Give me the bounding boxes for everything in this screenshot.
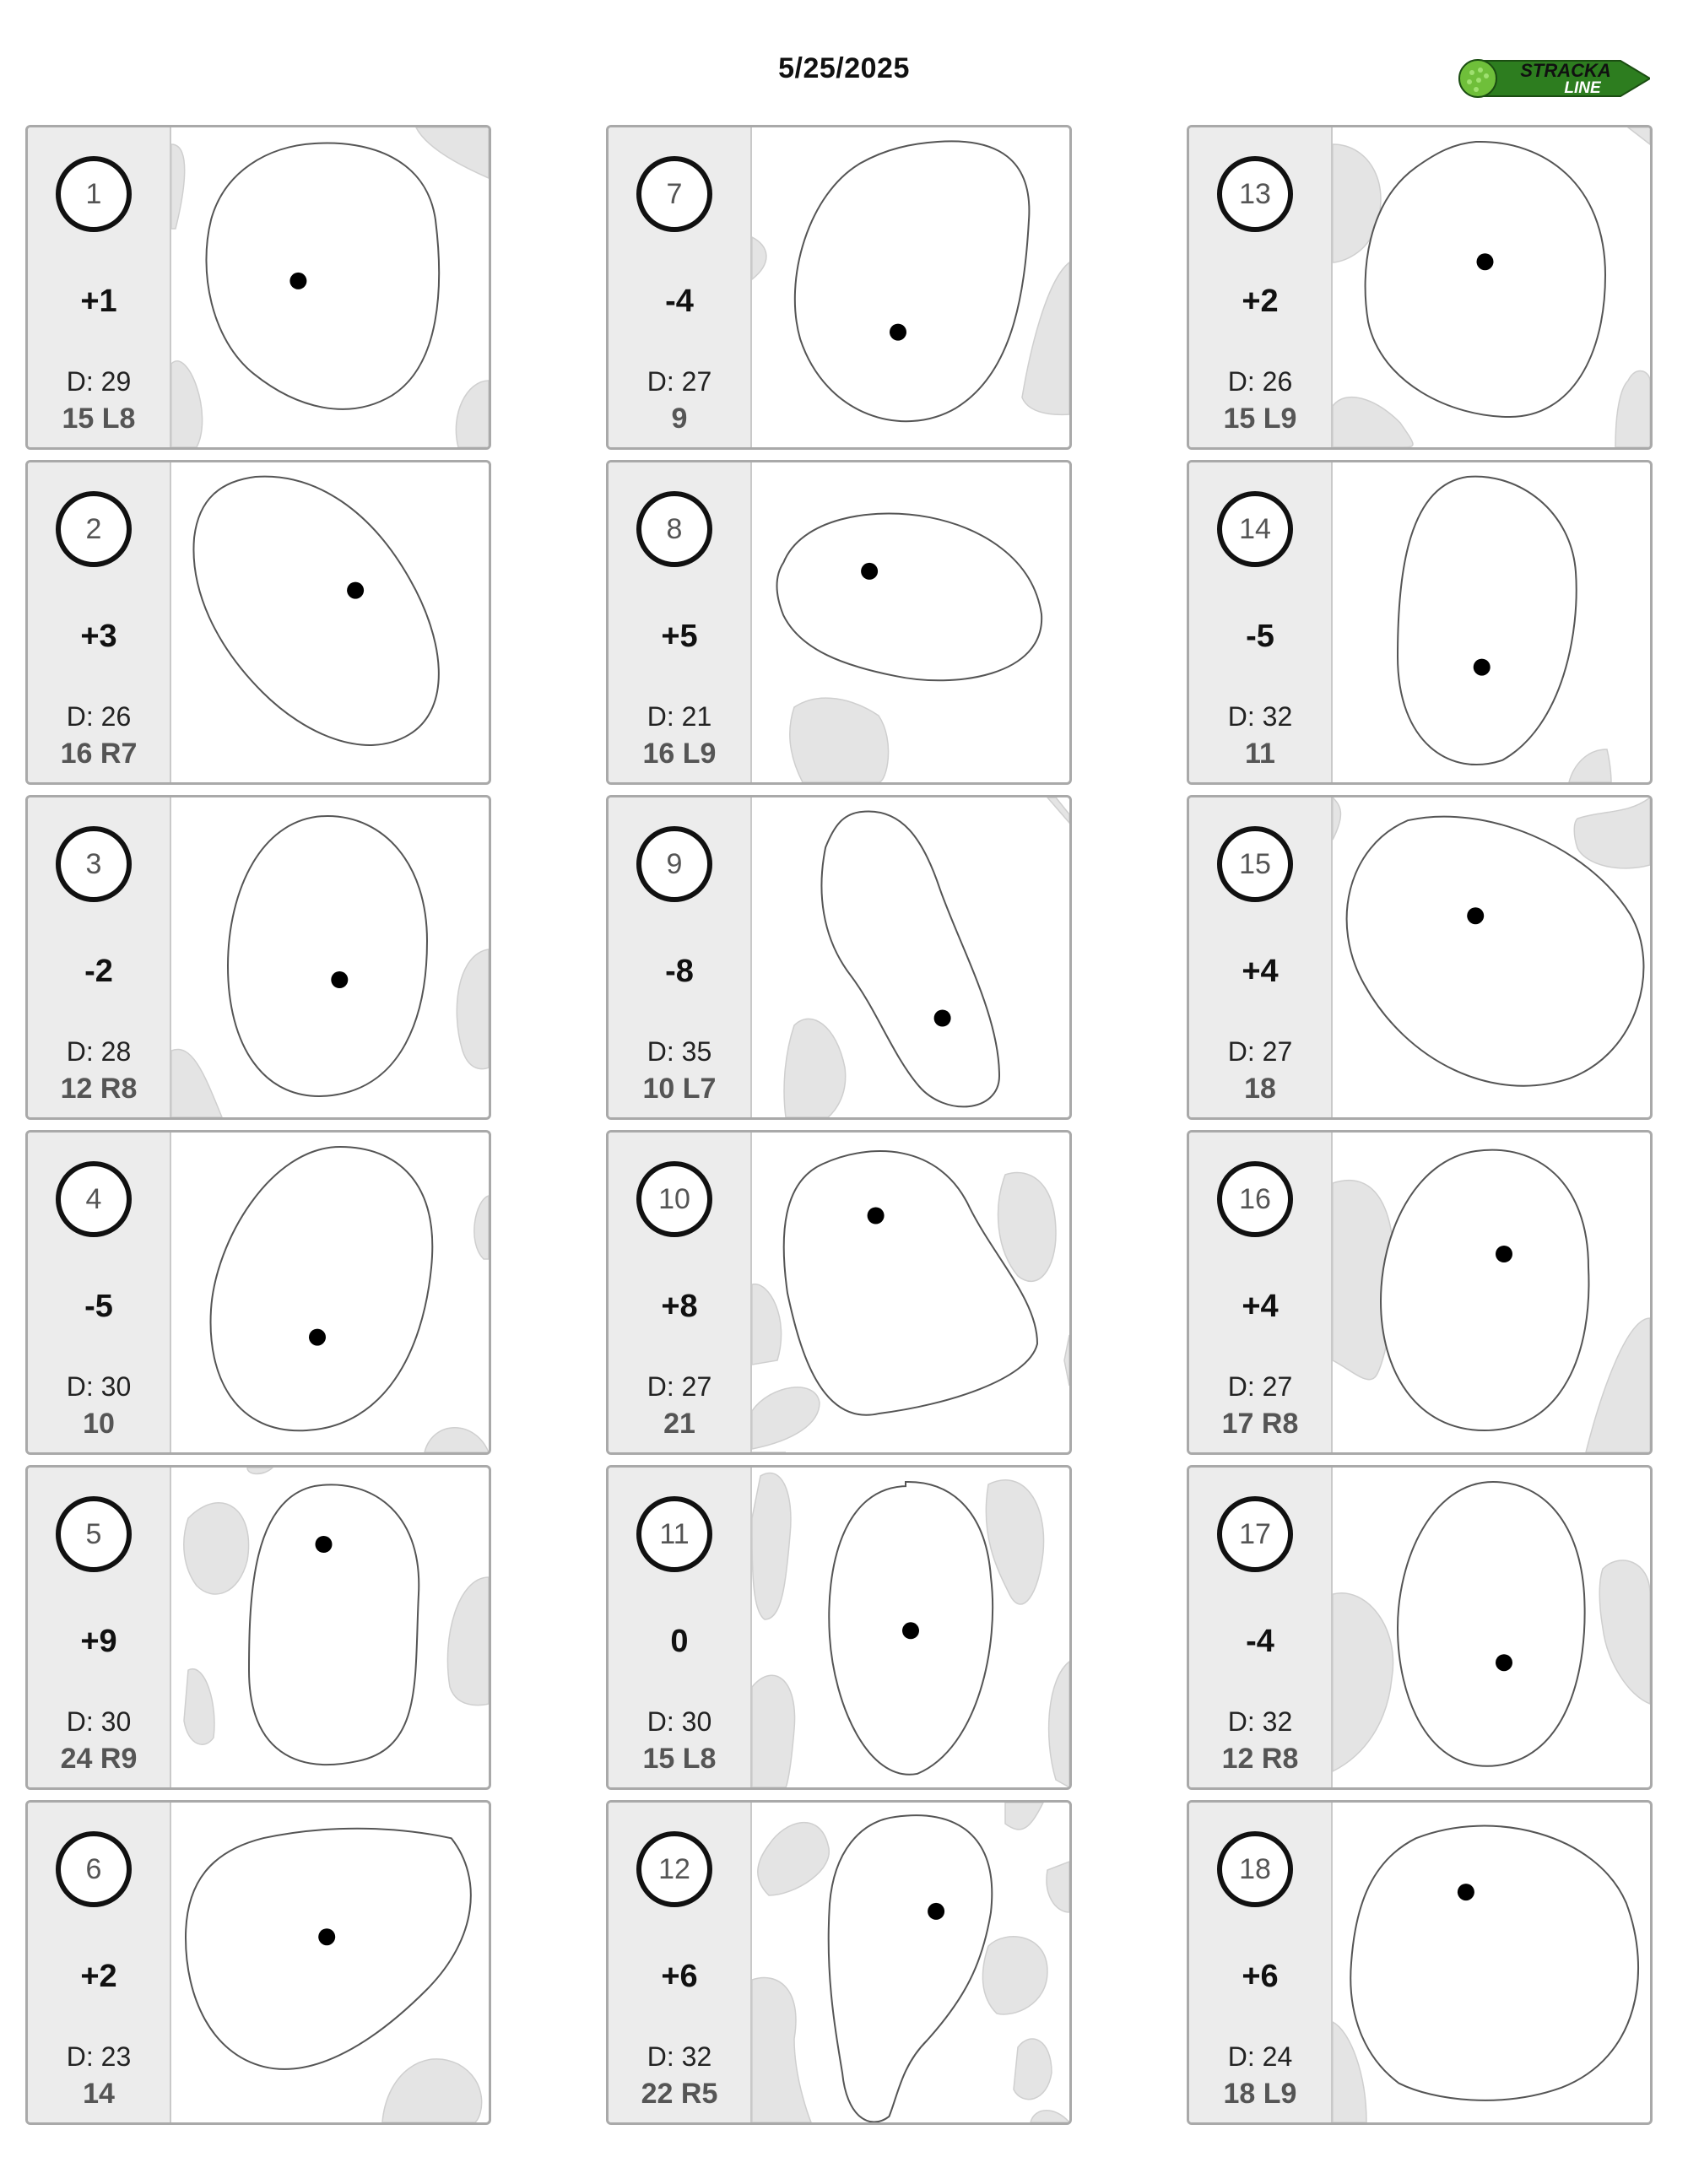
pin-dot: [890, 324, 906, 341]
hole-slope: +4: [1242, 1289, 1279, 1324]
bunker-shape: [425, 1428, 489, 1452]
hole-number: 2: [56, 491, 132, 567]
bunker-shape: [758, 1823, 829, 1895]
green-outline-inner: [824, 814, 997, 1105]
hole-info-panel: [1189, 1133, 1333, 1452]
bunker-shape: [752, 1978, 811, 2122]
hole-card-6: [25, 1800, 491, 2125]
hole-slope: +9: [80, 1624, 117, 1659]
green-outline-inner: [1383, 1153, 1586, 1428]
bunker-shape: [1005, 1803, 1043, 1830]
pin-position: 12 R8: [1221, 1743, 1299, 1775]
bunker-shape: [171, 361, 203, 447]
pin-position: 11: [1245, 738, 1275, 770]
hole-card-18: [1187, 1800, 1653, 2125]
hole-card-7: [606, 125, 1072, 450]
green-depth: D: 27: [647, 1371, 712, 1402]
bunker-shape: [382, 2059, 482, 2122]
stracka-line-logo: [1456, 49, 1650, 108]
hole-slope: +8: [661, 1289, 698, 1324]
green-outline-inner: [1368, 144, 1603, 414]
hole-number: 4: [56, 1161, 132, 1237]
bunker-shape: [752, 1387, 820, 1449]
hole-card-17: [1187, 1465, 1653, 1790]
pin-dot: [331, 971, 348, 988]
pin-dot: [1496, 1246, 1512, 1262]
hole-info-panel: [1189, 127, 1333, 447]
hole-number: 7: [636, 156, 712, 232]
green-outline-inner: [780, 516, 1040, 678]
green-diagram: [752, 1133, 1069, 1452]
bunker-shape: [752, 1473, 791, 1619]
green-diagram: [171, 462, 489, 782]
green-diagram: [752, 797, 1069, 1117]
green-depth: D: 32: [647, 2041, 712, 2072]
bunker-shape: [1615, 370, 1650, 447]
green-outline-inner: [214, 1149, 430, 1428]
bunker-shape: [1049, 1662, 1069, 1787]
hole-info-panel: [28, 1133, 171, 1452]
green-depth: D: 28: [66, 1036, 132, 1067]
bunker-shape: [184, 1669, 214, 1744]
hole-number: 8: [636, 491, 712, 567]
pin-dot: [902, 1622, 919, 1639]
hole-info-panel: [609, 462, 752, 782]
bunker-shape: [457, 949, 489, 1069]
pin-dot: [861, 563, 878, 580]
hole-number: 1: [56, 156, 132, 232]
pin-dot: [309, 1329, 326, 1346]
green-outline-inner: [196, 479, 436, 743]
green-diagram: [171, 797, 489, 1117]
green-diagram: [1333, 1133, 1650, 1452]
bunker-shape: [416, 127, 489, 178]
green-diagram: [752, 1468, 1069, 1787]
green-depth: D: 32: [1227, 1706, 1293, 1737]
hole-info-panel: [28, 462, 171, 782]
green-outline-inner: [1400, 479, 1574, 762]
green-outline-inner: [787, 1154, 1035, 1413]
bunker-shape: [1047, 1862, 1069, 1912]
green-outline-inner: [798, 143, 1027, 419]
hole-number: 9: [636, 826, 712, 902]
green-diagram: [1333, 462, 1650, 782]
bunker-shape: [1014, 2039, 1052, 2100]
hole-slope: -4: [665, 284, 694, 319]
green-outline-inner: [188, 1831, 468, 2067]
pin-dot: [868, 1208, 885, 1224]
bunker-shape: [998, 1173, 1056, 1282]
hole-card-2: [25, 460, 491, 785]
hole-info-panel: [28, 1468, 171, 1787]
bunker-shape: [1333, 1593, 1393, 1771]
pin-dot: [1458, 1884, 1474, 1900]
hole-slope: +6: [1242, 1959, 1279, 1994]
hole-card-16: [1187, 1130, 1653, 1455]
green-outline-inner: [1400, 1484, 1582, 1764]
pin-dot: [1467, 907, 1484, 924]
pin-dot: [289, 273, 306, 289]
bunker-shape: [456, 381, 489, 447]
pin-dot: [928, 1903, 944, 1920]
green-depth: D: 26: [66, 701, 132, 732]
green-depth: D: 29: [66, 366, 132, 397]
green-diagram: [171, 1468, 489, 1787]
hole-number: 3: [56, 826, 132, 902]
green-outline-inner: [230, 819, 425, 1094]
hole-number: 5: [56, 1496, 132, 1572]
hole-slope: -5: [84, 1289, 113, 1324]
bunker-shape: [1586, 1318, 1650, 1452]
pin-dot: [318, 1928, 335, 1945]
hole-number: 14: [1217, 491, 1293, 567]
hole-info-panel: [609, 1468, 752, 1787]
green-diagram: [1333, 1803, 1650, 2122]
hole-number: 17: [1217, 1496, 1293, 1572]
bunker-shape: [1047, 797, 1069, 823]
hole-number: 18: [1217, 1831, 1293, 1907]
bunker-shape: [784, 1019, 846, 1117]
bunker-shape: [1333, 797, 1340, 840]
hole-number: 13: [1217, 156, 1293, 232]
pin-dot: [347, 582, 364, 599]
hole-card-3: [25, 795, 491, 1120]
green-diagram: [752, 127, 1069, 447]
hole-slope: +4: [1242, 954, 1279, 989]
bunker-shape: [752, 1675, 795, 1787]
green-diagram: [171, 1803, 489, 2122]
green-depth: D: 30: [66, 1371, 132, 1402]
green-depth: D: 27: [1227, 1371, 1293, 1402]
hole-card-13: [1187, 125, 1653, 450]
pin-dot: [1496, 1654, 1512, 1671]
green-depth: D: 23: [66, 2041, 132, 2072]
bunker-shape: [184, 1503, 249, 1594]
bunker-shape: [1574, 797, 1650, 868]
bunker-shape: [982, 1937, 1047, 2014]
hole-card-14: [1187, 460, 1653, 785]
sheet-date: 5/25/2025: [778, 52, 910, 84]
hole-info-panel: [1189, 462, 1333, 782]
green-outline-inner: [1353, 1829, 1636, 2098]
pin-position: 15 L8: [642, 1743, 717, 1775]
green-outline-inner: [831, 1818, 990, 2119]
pin-position: 24 R9: [60, 1743, 138, 1775]
hole-info-panel: [1189, 797, 1333, 1117]
green-depth: D: 30: [647, 1706, 712, 1737]
bunker-shape: [1031, 2111, 1069, 2122]
green-depth: D: 35: [647, 1036, 712, 1067]
green-depth: D: 24: [1227, 2041, 1293, 2072]
pin-position: 12 R8: [60, 1073, 138, 1105]
hole-slope: +2: [1242, 284, 1279, 319]
bunker-shape: [1333, 397, 1413, 447]
bunker-shape: [1064, 1335, 1069, 1386]
hole-info-panel: [609, 797, 752, 1117]
hole-slope: -8: [665, 954, 694, 989]
hole-slope: -2: [84, 954, 113, 989]
hole-number: 11: [636, 1496, 712, 1572]
bunker-shape: [171, 144, 185, 229]
hole-slope: +6: [661, 1959, 698, 1994]
green-diagram: [752, 462, 1069, 782]
pin-position: 10 L7: [642, 1073, 717, 1105]
hole-number: 6: [56, 1831, 132, 1907]
bunker-shape: [447, 1577, 489, 1706]
bunker-shape: [1569, 749, 1611, 782]
green-diagram: [1333, 797, 1650, 1117]
hole-slope: -5: [1246, 619, 1274, 654]
bunker-shape: [1628, 127, 1650, 144]
green-diagram: [1333, 1468, 1650, 1787]
hole-info-panel: [28, 127, 171, 447]
hole-card-11: [606, 1465, 1072, 1790]
green-outline-inner: [208, 146, 436, 407]
green-depth: D: 27: [647, 366, 712, 397]
pin-position: 17 R8: [1221, 1408, 1299, 1440]
green-diagram: [1333, 127, 1650, 447]
hole-info-panel: [609, 1133, 752, 1452]
bunker-shape: [1333, 2022, 1366, 2122]
bunker-shape: [474, 1196, 489, 1259]
green-diagram: [752, 1803, 1069, 2122]
hole-card-9: [606, 795, 1072, 1120]
hole-card-15: [1187, 795, 1653, 1120]
pin-position: 18 L9: [1223, 2078, 1297, 2110]
pin-position: 21: [663, 1408, 695, 1440]
hole-card-1: [25, 125, 491, 450]
green-depth: D: 26: [1227, 366, 1293, 397]
bunker-shape: [986, 1480, 1043, 1604]
hole-card-4: [25, 1130, 491, 1455]
green-depth: D: 27: [1227, 1036, 1293, 1067]
hole-info-panel: [1189, 1803, 1333, 2122]
hole-slope: -4: [1246, 1624, 1274, 1659]
hole-number: 12: [636, 1831, 712, 1907]
hole-number: 10: [636, 1161, 712, 1237]
pin-position: 18: [1244, 1073, 1276, 1105]
pin-position: 15 L9: [1223, 403, 1297, 435]
bunker-shape: [247, 1468, 273, 1474]
green-depth: D: 21: [647, 701, 712, 732]
hole-card-5: [25, 1465, 491, 1790]
bunker-shape: [790, 698, 889, 782]
hole-info-panel: [28, 1803, 171, 2122]
pin-position: 16 R7: [60, 738, 138, 770]
hole-card-8: [606, 460, 1072, 785]
pin-dot: [1474, 659, 1491, 676]
hole-info-panel: [1189, 1468, 1333, 1787]
pin-dot: [934, 1010, 951, 1027]
hole-slope: +3: [80, 619, 117, 654]
pin-position: 9: [671, 403, 688, 435]
pin-position: 14: [83, 2078, 115, 2110]
green-diagram: [171, 127, 489, 447]
hole-number: 15: [1217, 826, 1293, 902]
hole-card-12: [606, 1800, 1072, 2125]
green-diagram: [171, 1133, 489, 1452]
hole-info-panel: [609, 127, 752, 447]
hole-slope: +1: [80, 284, 117, 319]
bunker-shape: [752, 1284, 782, 1365]
bunker-shape: [171, 1049, 222, 1117]
hole-slope: +2: [80, 1959, 117, 1994]
green-outline-inner: [252, 1487, 416, 1762]
green-depth: D: 32: [1227, 701, 1293, 732]
pin-position: 16 L9: [642, 738, 717, 770]
pin-dot: [1477, 253, 1494, 270]
pin-position: 10: [83, 1408, 115, 1440]
svg-text:STRACKA: STRACKA: [1520, 60, 1611, 81]
hole-card-10: [606, 1130, 1072, 1455]
hole-number: 16: [1217, 1161, 1293, 1237]
hole-slope: 0: [670, 1624, 689, 1659]
bunker-shape: [1599, 1560, 1650, 1704]
svg-text:LINE: LINE: [1564, 79, 1601, 97]
bunker-shape: [1022, 262, 1069, 414]
hole-info-panel: [28, 797, 171, 1117]
hole-info-panel: [609, 1803, 752, 2122]
pin-dot: [316, 1536, 333, 1553]
green-depth: D: 30: [66, 1706, 132, 1737]
bunker-shape: [752, 237, 766, 279]
hole-slope: +5: [661, 619, 698, 654]
pin-position: 15 L8: [62, 403, 136, 435]
pin-position: 22 R5: [641, 2078, 718, 2110]
